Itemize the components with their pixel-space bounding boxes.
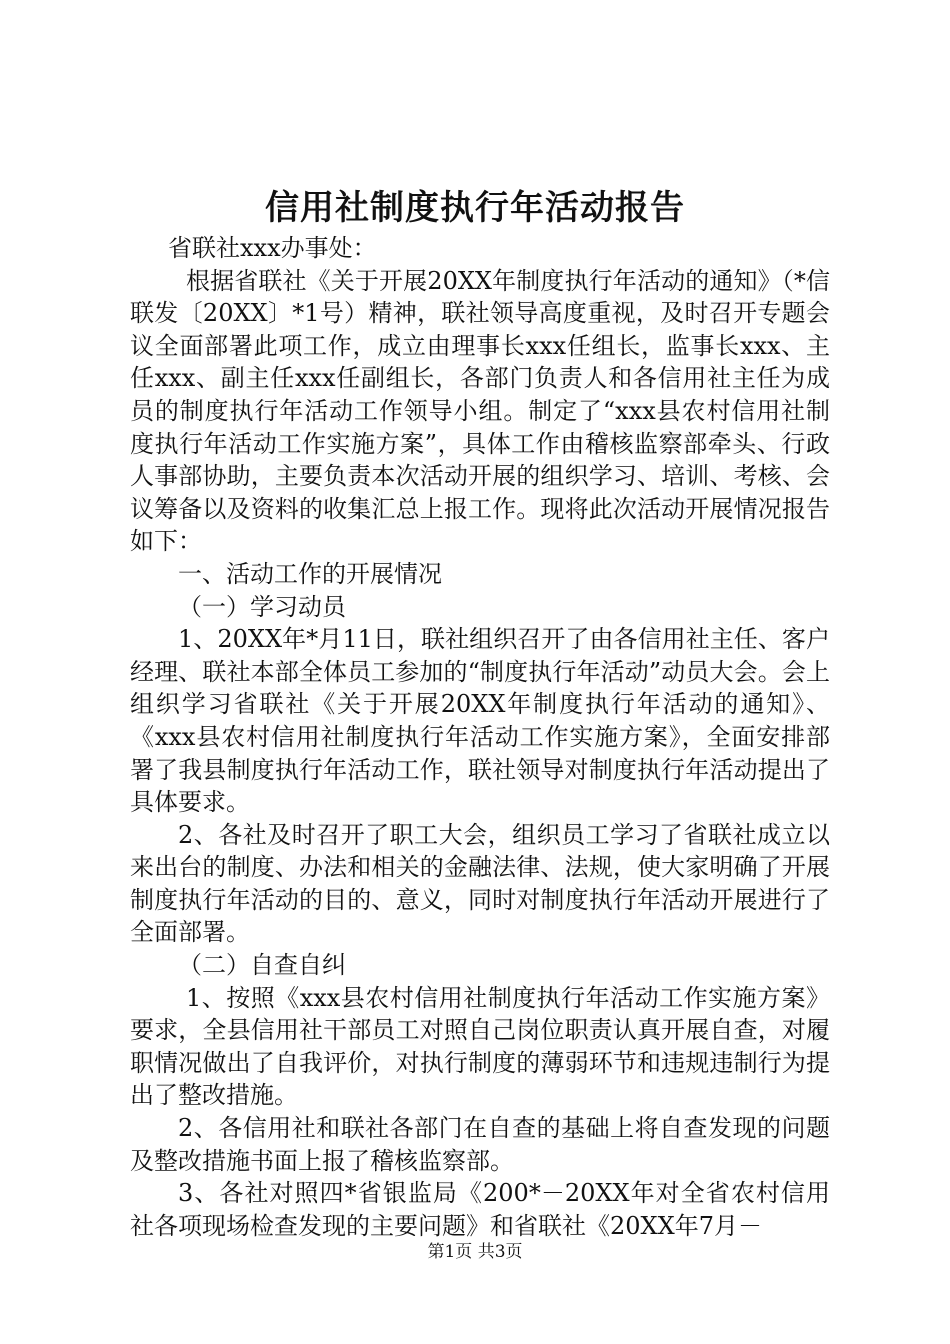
page-footer: 第1页 共3页 xyxy=(427,1242,523,1262)
paragraph: 2、各社及时召开了职工大会，组织员工学习了省联社成立以来出台的制度、办法和相关的金融法律、法规，使大家明确了开展制度执行年活动的目的、意义，同时对制度执行年活动开展进行了全面部署。 xyxy=(130,820,830,947)
subsection-heading: （一）学习动员 xyxy=(178,592,346,621)
salutation: 省联社xxx办事处： xyxy=(168,234,377,262)
paragraph: 2、各信用社和联社各部门在自查的基础上将自查发现的问题及整改措施书面上报了稽核监察部。 xyxy=(130,1114,830,1175)
paragraph: 1、按照《xxx县农村信用社制度执行年活动工作实施方案》要求，全县信用社干部员工对照自己岗位职责认真开展自查，对履职情况做出了自我评价，对执行制度的薄弱环节和违规违制行为提出了整改措施。 xyxy=(130,983,830,1110)
paragraph: 3、各社对照四*省银监局《200*－20XX年对全省农村信用社各项现场检查发现的主要问题》和省联社《20XX年7月－ xyxy=(130,1179,830,1240)
document-body xyxy=(130,232,830,1242)
document-title: 信用社制度执行年活动报告 xyxy=(265,188,685,228)
section-heading: 一、活动工作的开展情况 xyxy=(178,559,442,588)
subsection-heading: （二）自查自纠 xyxy=(178,951,346,980)
paragraph-intro: 根据省联社《关于开展20XX年制度执行年活动的通知》（*信联发〔20XX〕*1号）精神，联社领导高度重视，及时召开专题会议全面部署此项工作，成立由理事长xxx任组长，监事长xxx、主任xxx、副主任xxx任副组长，各部门负责人和各信用社主任为成员的制度执行年活动工作领导小组。制定了“xxx县农村信用社制度执行年活动工作实施方案”，具体工作由稽核监察部牵头、行政人事部协助，主要负责本次活动开展的组织学习、培训、考核、会议筹备以及资料的收集汇总上报工作。现将此次活动开展情况报告如下： xyxy=(130,266,830,556)
paragraph: 1、20XX年*月11日，联社组织召开了由各信用社主任、客户经理、联社本部全体员工参加的“制度执行年活动”动员大会。会上组织学习省联社《关于开展20XX年制度执行年活动的通知》、《xxx县农村信用社制度执行年活动工作实施方案》，全面安排部署了我县制度执行年活动工作，联社领导对制度执行年活动提出了具体要求。 xyxy=(130,625,830,817)
